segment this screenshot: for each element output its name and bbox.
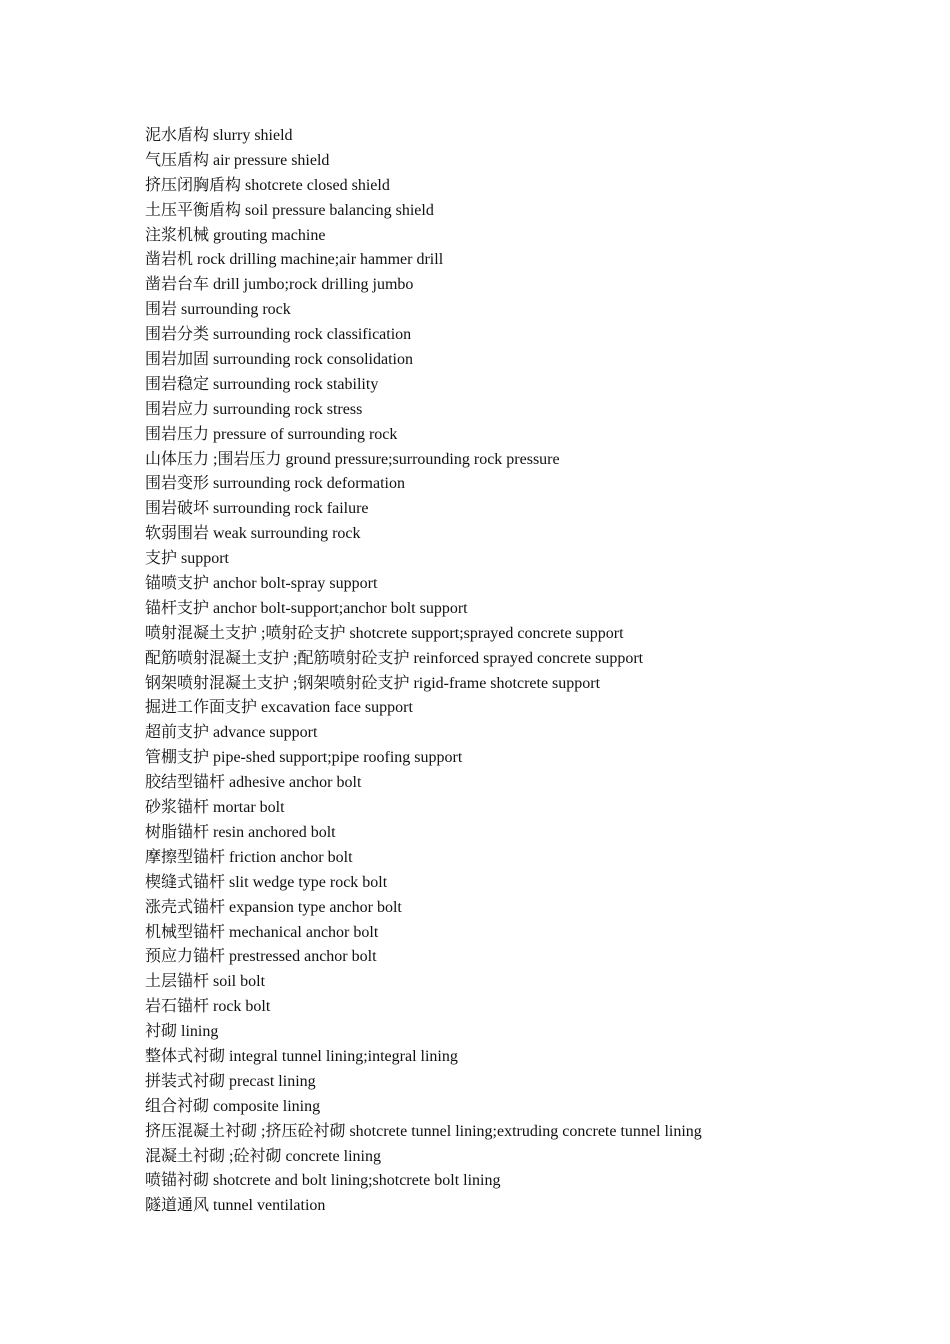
glossary-entry: 软弱围岩 weak surrounding rock [145,525,361,543]
glossary-entry: 钢架喷射混凝土支护 ;钢架喷射砼支护 rigid-frame shotcrete support [145,674,601,692]
glossary-entry: 泥水盾构 slurry shield [145,127,293,144]
glossary-entry: 隧道通风 tunnel ventilation [145,1197,326,1215]
glossary-entry: 胶结型锚杆 adhesive anchor bolt [145,774,362,792]
glossary-entry: 气压盾构 air pressure shield [145,151,330,169]
glossary-entry: 喷锚衬砌 shotcrete and bolt lining;shotcrete bolt lining [145,1172,501,1190]
glossary-entry: 土层锚杆 soil bolt [145,973,266,991]
glossary-entry: 喷射混凝土支护 ;喷射砼支护 shotcrete support;sprayed concrete support [145,624,624,642]
glossary-entry: 围岩压力 pressure of surrounding rock [145,425,398,443]
glossary-entry: 衬砌 lining [145,1023,219,1041]
glossary-entry: 岩石锚杆 rock bolt [145,998,271,1016]
glossary-entry: 涨壳式锚杆 expansion type anchor bolt [145,898,402,916]
glossary-entry: 围岩 surrounding rock [145,301,291,319]
glossary-entry: 山体压力 ;围岩压力 ground pressure;surrounding rock pressure [145,450,560,468]
glossary-entry: 围岩应力 surrounding rock stress [145,400,363,418]
glossary-entry: 支护 support [145,550,230,568]
glossary-entry: 整体式衬砌 integral tunnel lining;integral lining [145,1047,458,1065]
glossary-entry: 预应力锚杆 prestressed anchor bolt [145,948,377,966]
glossary-entry: 锚喷支护 anchor bolt-spray support [145,575,378,593]
glossary-entry: 土压平衡盾构 soil pressure balancing shield [145,201,434,219]
glossary-entry: 围岩破坏 surrounding rock failure [145,500,369,518]
glossary-entry: 凿岩机 rock drilling machine;air hammer drill [145,251,444,269]
glossary-entry: 锚杆支护 anchor bolt-support;anchor bolt support [145,599,468,617]
glossary-entry: 凿岩台车 drill jumbo;rock drilling jumbo [145,276,414,294]
glossary-entry: 围岩分类 surrounding rock classification [145,326,412,344]
glossary-list [145,124,702,1219]
glossary-entry: 机械型锚杆 mechanical anchor bolt [145,923,379,941]
glossary-entry: 拼装式衬砌 precast lining [145,1072,316,1090]
glossary-entry: 砂浆锚杆 mortar bolt [145,799,285,817]
glossary-entry: 摩擦型锚杆 friction anchor bolt [145,848,353,866]
glossary-entry: 围岩稳定 surrounding rock stability [145,375,379,393]
glossary-entry: 楔缝式锚杆 slit wedge type rock bolt [145,873,388,891]
glossary-entry: 挤压闭胸盾构 shotcrete closed shield [145,176,390,194]
glossary-entry: 组合衬砌 composite lining [145,1097,321,1115]
glossary-entry: 树脂锚杆 resin anchored bolt [145,823,336,841]
glossary-entry: 超前支护 advance support [145,724,318,742]
glossary-entry: 管棚支护 pipe-shed support;pipe roofing support [145,749,463,767]
glossary-entry: 围岩变形 surrounding rock deformation [145,475,405,493]
glossary-entry: 围岩加固 surrounding rock consolidation [145,351,413,369]
glossary-entry: 混凝土衬砌 ;砼衬砌 concrete lining [145,1147,381,1165]
glossary-entry: 配筋喷射混凝土支护 ;配筋喷射砼支护 reinforced sprayed concrete support [145,649,644,667]
glossary-entry: 掘进工作面支护 excavation face support [145,699,413,717]
glossary-entry: 注浆机械 grouting machine [145,226,326,244]
glossary-entry: 挤压混凝土衬砌 ;挤压砼衬砌 shotcrete tunnel lining;extruding concrete tunnel lining [145,1122,702,1140]
